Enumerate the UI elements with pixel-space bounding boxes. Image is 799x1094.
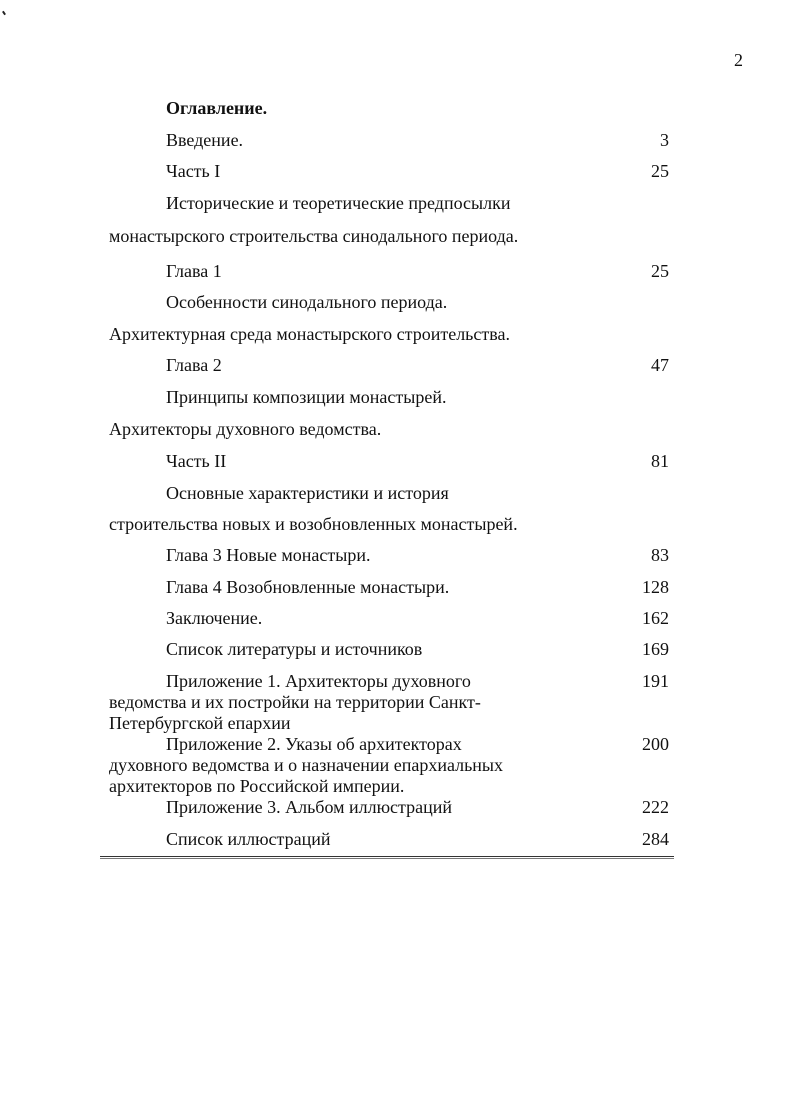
- toc-entry-chapter-4: Глава 4 Возобновленные монастыри.: [166, 577, 450, 597]
- toc-entry-part-2: Часть II: [166, 451, 227, 471]
- toc-entry-appendix-1-cont-2: Петербургской епархии: [109, 713, 291, 733]
- bottom-rule: [100, 856, 674, 857]
- toc-entry-appendix-2-cont: духовного ведомства и о назначении епархиальных: [109, 755, 504, 775]
- toc-entry-illustrations: Список иллюстраций: [166, 829, 331, 849]
- toc-entry-chapter-2: Глава 2: [166, 355, 222, 375]
- toc-entry-chapter-1-title-cont: Архитектурная среда монастырского строительства.: [109, 324, 510, 344]
- toc-entry-appendix-2-cont-2: архитекторов по Российской империи.: [109, 776, 405, 796]
- toc-entry-introduction: Введение.: [166, 130, 244, 150]
- toc-title: Оглавление.: [166, 98, 268, 118]
- toc-page-bibliography: 169: [642, 639, 669, 659]
- toc-entry-chapter-2-title-cont: Архитекторы духовного ведомства.: [109, 419, 382, 439]
- toc-entry-conclusion: Заключение.: [166, 608, 263, 628]
- toc-entry-appendix-3: Приложение 3. Альбом иллюстраций: [166, 797, 453, 817]
- toc-page-introduction: 3: [660, 130, 669, 150]
- toc-entry-appendix-1-cont: ведомства и их постройки на территории Санкт-: [109, 692, 481, 712]
- toc-entry-part-1: Часть I: [166, 161, 221, 181]
- toc-page-chapter-1: 25: [651, 261, 669, 281]
- toc-entry-chapter-1-title: Особенности синодального периода.: [166, 292, 448, 312]
- toc-page-chapter-4: 128: [642, 577, 669, 597]
- toc-entry-chapter-3: Глава 3 Новые монастыри.: [166, 545, 371, 565]
- toc-page-appendix-2: 200: [642, 734, 669, 754]
- toc-entry-appendix-1: Приложение 1. Архитекторы духовного: [166, 671, 471, 691]
- toc-page-appendix-3: 222: [642, 797, 669, 817]
- toc-page-part-2: 81: [651, 451, 669, 471]
- toc-page-chapter-3: 83: [651, 545, 669, 565]
- toc-page-chapter-2: 47: [651, 355, 669, 375]
- toc-page-illustrations: 284: [642, 829, 669, 849]
- toc-entry-bibliography: Список литературы и источников: [166, 639, 423, 659]
- toc-page-conclusion: 162: [642, 608, 669, 628]
- toc-page-appendix-1: 191: [642, 671, 669, 691]
- toc-entry-part-2-title: Основные характеристики и история: [166, 483, 449, 503]
- page-number: 2: [734, 50, 743, 70]
- toc-page-part-1: 25: [651, 161, 669, 181]
- toc-entry-chapter-2-title: Принципы композиции монастырей.: [166, 387, 447, 407]
- scan-mark: [2, 11, 6, 15]
- toc-entry-part-2-title-cont: строительства новых и возобновленных монастырей.: [109, 514, 518, 534]
- toc-entry-appendix-2: Приложение 2. Указы об архитекторах: [166, 734, 462, 754]
- toc-entry-chapter-1: Глава 1: [166, 261, 222, 281]
- toc-entry-part-1-title-cont: монастырского строительства синодального периода.: [109, 226, 519, 246]
- toc-entry-part-1-title: Исторические и теоретические предпосылки: [166, 193, 511, 213]
